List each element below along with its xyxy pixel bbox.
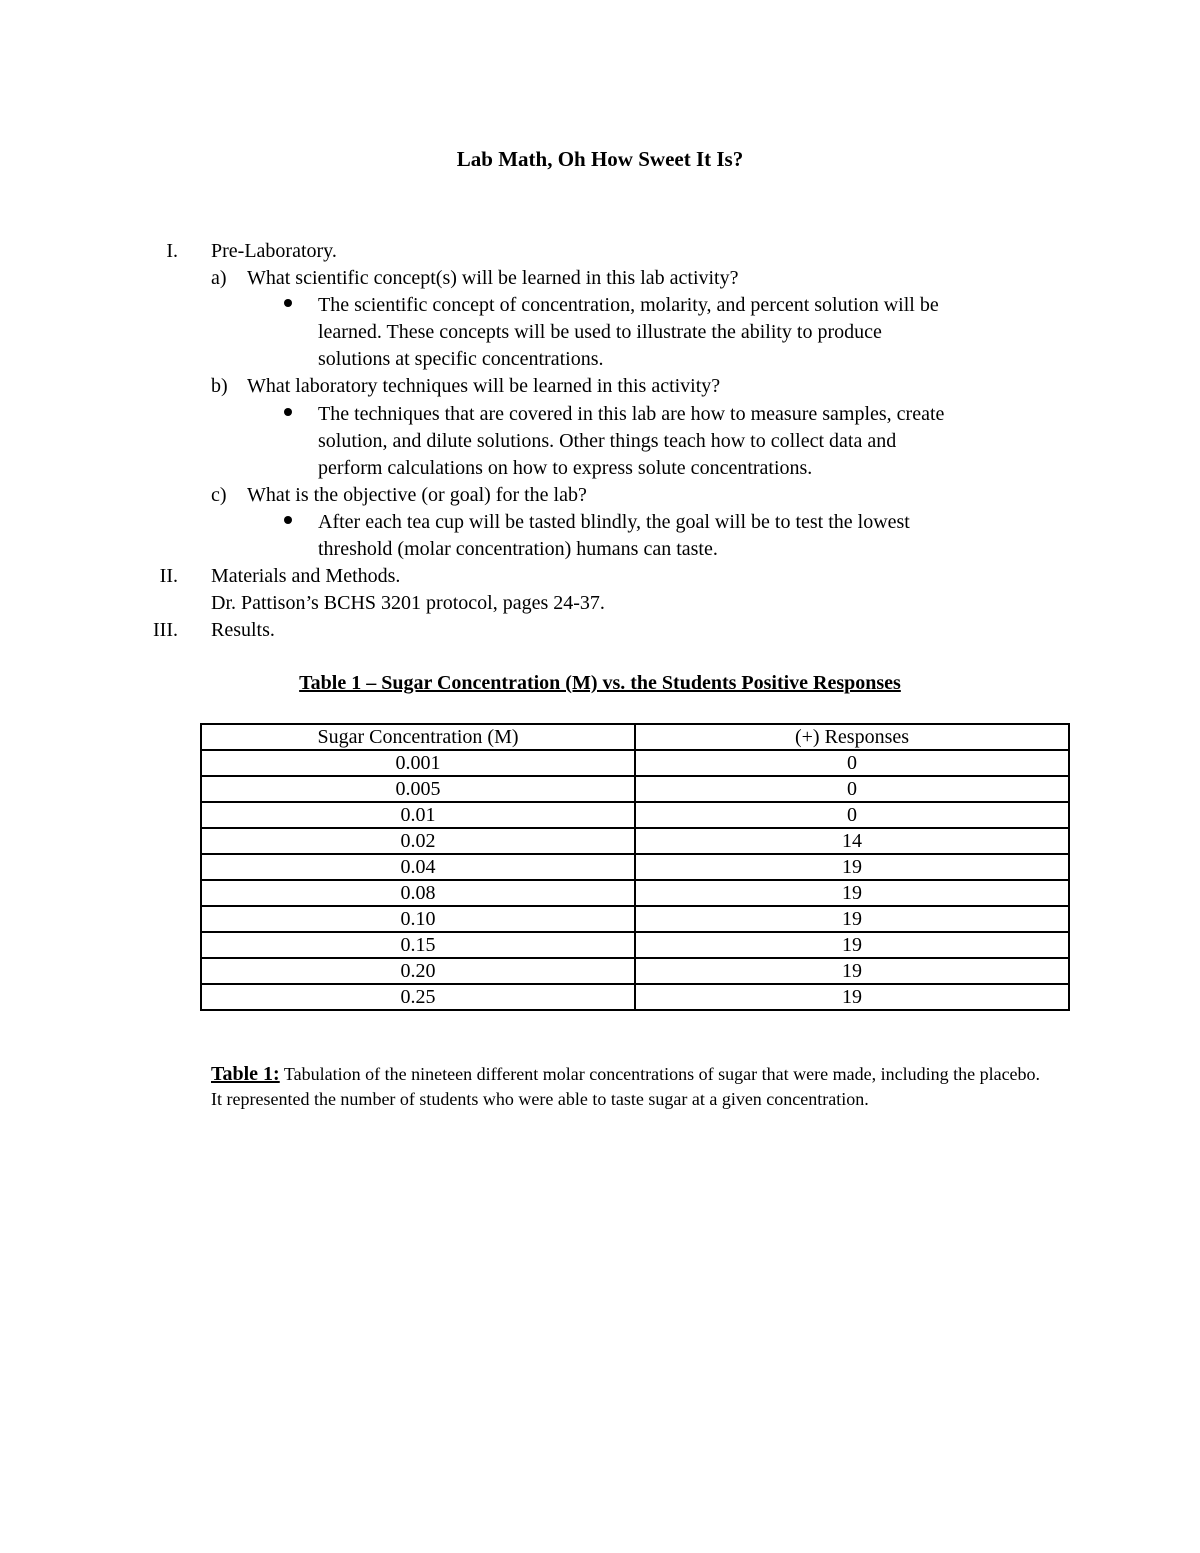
table-cell: 19	[635, 854, 1069, 880]
question-text: What is the objective (or goal) for the lab?	[247, 484, 587, 506]
table-row	[201, 932, 1069, 958]
section-heading: Results.	[211, 619, 275, 641]
table-cell: 0.001	[201, 750, 635, 776]
document-title: Lab Math, Oh How Sweet It Is?	[456, 147, 744, 171]
table-cell: 0	[635, 776, 1069, 802]
table-cell: 19	[635, 984, 1069, 1010]
results-table	[200, 723, 1070, 1011]
table-cell: 0.08	[201, 880, 635, 906]
question-marker: c)	[211, 484, 227, 506]
section-body: Dr. Pattison’s BCHS 3201 protocol, pages 24-37.	[211, 592, 605, 614]
caption-label: Table 1:	[211, 1063, 280, 1085]
answer-line: perform calculations on how to express solute concentrations.	[318, 457, 813, 479]
table-row	[201, 828, 1069, 854]
answer-line: threshold (molar concentration) humans can taste.	[318, 538, 718, 560]
answer-line: After each tea cup will be tasted blindly, the goal will be to test the lowest	[318, 511, 910, 533]
table-caption	[211, 1062, 1041, 1112]
table-row	[201, 776, 1069, 802]
section-numeral: III.	[153, 619, 178, 641]
table-cell: 19	[635, 958, 1069, 984]
section-heading: Pre-Laboratory.	[211, 240, 337, 262]
table-title: Table 1 – Sugar Concentration (M) vs. the Students Positive Responses	[299, 672, 901, 694]
column-header: Sugar Concentration (M)	[201, 724, 635, 750]
table-cell: 0.25	[201, 984, 635, 1010]
table-cell: 19	[635, 880, 1069, 906]
table-row	[201, 984, 1069, 1010]
table-cell: 19	[635, 932, 1069, 958]
table-cell: 14	[635, 828, 1069, 854]
table-cell: 0.02	[201, 828, 635, 854]
table-cell: 0	[635, 750, 1069, 776]
table-cell: 0.04	[201, 854, 635, 880]
table-row	[201, 958, 1069, 984]
column-header: (+) Responses	[635, 724, 1069, 750]
question-marker: a)	[211, 267, 227, 289]
table-row	[201, 854, 1069, 880]
answer-line: solutions at specific concentrations.	[318, 348, 604, 370]
table-cell: 0.005	[201, 776, 635, 802]
table-cell: 0.01	[201, 802, 635, 828]
table-row	[201, 880, 1069, 906]
table-cell: 0.15	[201, 932, 635, 958]
bullet-icon	[284, 299, 292, 307]
table-cell: 0	[635, 802, 1069, 828]
bullet-icon	[284, 516, 292, 524]
table-cell: 0.10	[201, 906, 635, 932]
section-heading: Materials and Methods.	[211, 565, 401, 587]
section-numeral: II.	[159, 565, 178, 587]
table-header-row	[201, 724, 1069, 750]
answer-line: The scientific concept of concentration, molarity, and percent solution will be	[318, 294, 939, 316]
bullet-icon	[284, 408, 292, 416]
table-cell: 0.20	[201, 958, 635, 984]
answer-line: solution, and dilute solutions. Other things teach how to collect data and	[318, 430, 897, 452]
answer-line: learned. These concepts will be used to illustrate the ability to produce	[318, 321, 882, 343]
caption-text: Tabulation of the nineteen different molar concentrations of sugar that were made, including the placebo. It represented the number of students who were able to taste sugar at a given concentration.	[211, 1064, 1041, 1109]
section-numeral: I.	[166, 240, 178, 262]
table-cell: 19	[635, 906, 1069, 932]
question-marker: b)	[211, 375, 228, 397]
question-text: What scientific concept(s) will be learned in this lab activity?	[247, 267, 739, 289]
question-text: What laboratory techniques will be learned in this activity?	[247, 375, 721, 397]
answer-line: The techniques that are covered in this lab are how to measure samples, create	[318, 403, 945, 425]
table-row	[201, 750, 1069, 776]
table-row	[201, 802, 1069, 828]
table-row	[201, 906, 1069, 932]
